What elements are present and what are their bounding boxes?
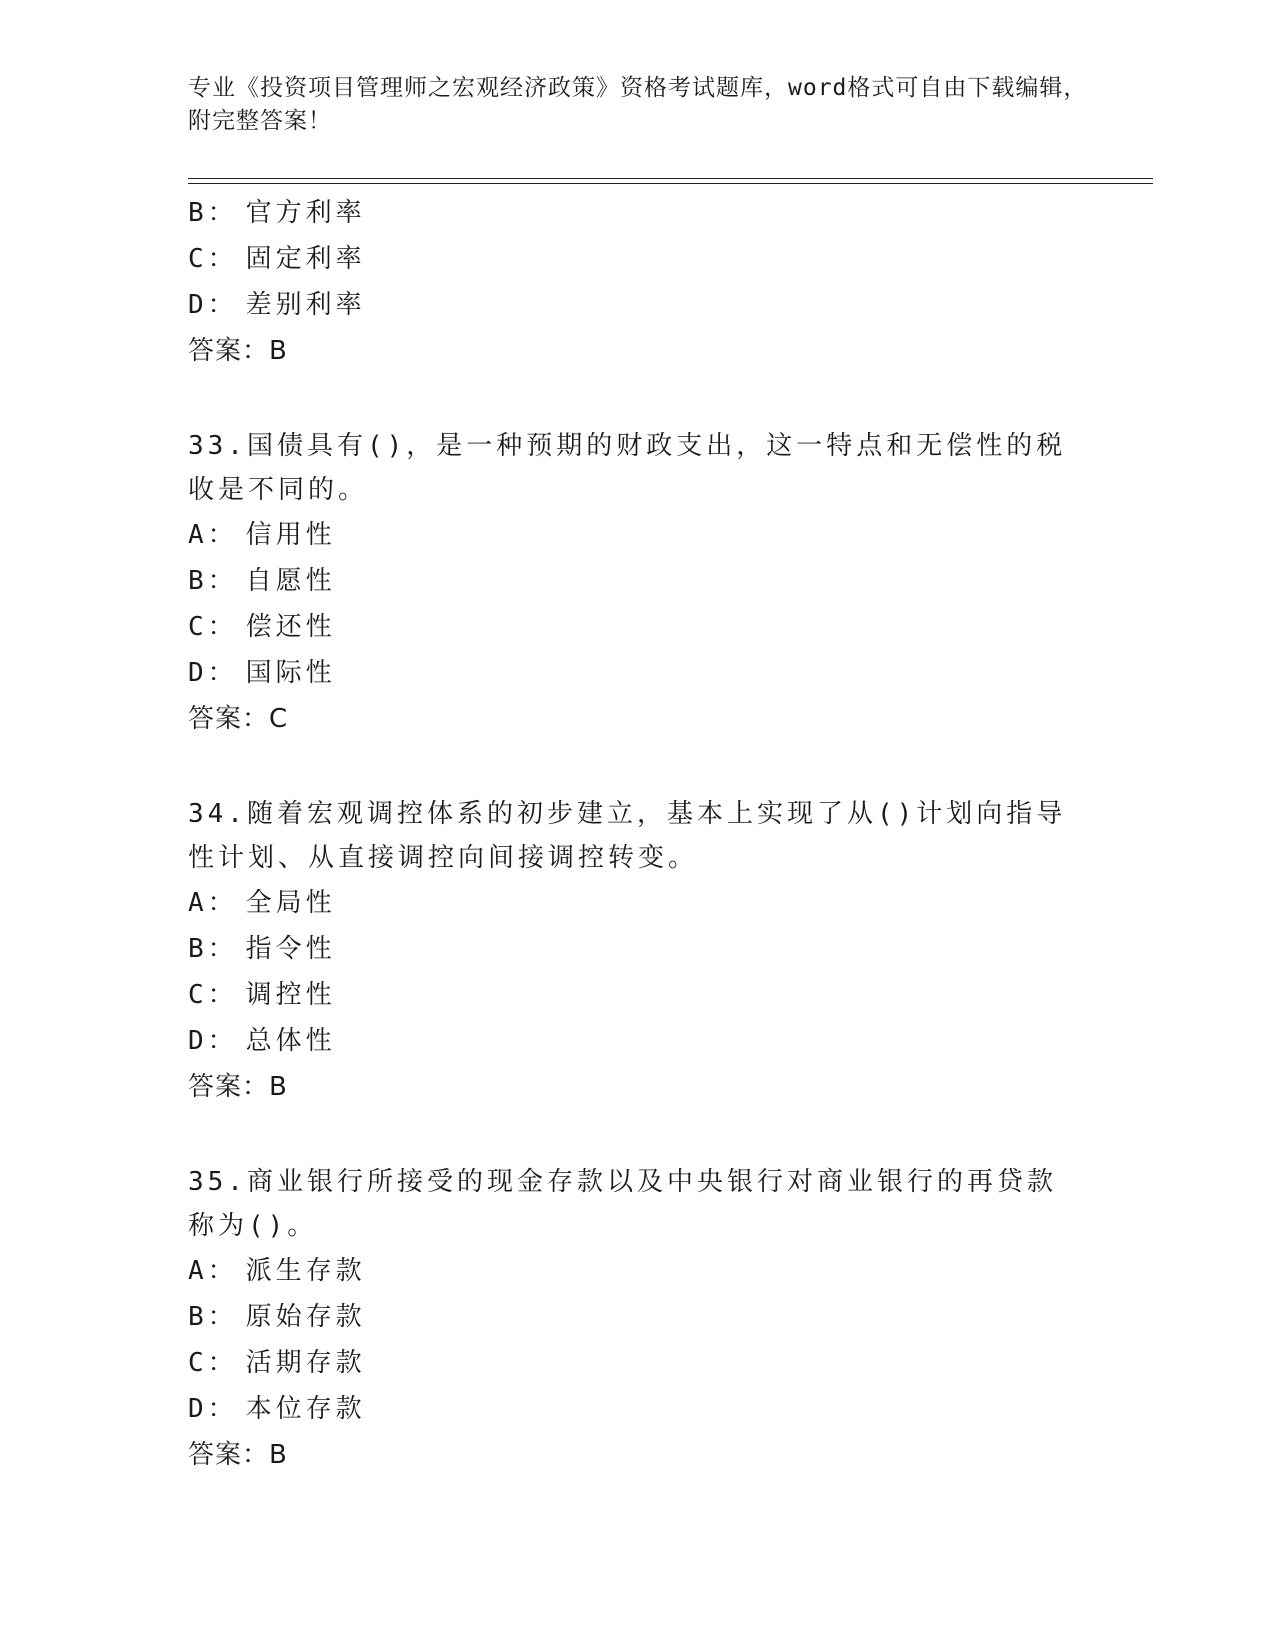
header-divider-top — [188, 178, 1153, 179]
option-d: D： 差别利率 — [188, 290, 366, 320]
answer-line: 答案：B — [188, 1072, 288, 1102]
option-a: A： 派生存款 — [188, 1256, 366, 1286]
option-d: D： 国际性 — [188, 658, 336, 688]
option-b: B： 原始存款 — [188, 1302, 366, 1332]
option-c: C： 活期存款 — [188, 1348, 366, 1378]
header-divider-bottom — [188, 183, 1153, 184]
question-stem: 34.随着宏观调控体系的初步建立，基本上实现了从()计划向指导性计划、从直接调控向间接调控转变。 — [188, 799, 1067, 873]
question-continued — [188, 190, 1088, 374]
question-stem: 35.商业银行所接受的现金存款以及中央银行对商业银行的再贷款称为()。 — [188, 1167, 1057, 1241]
option-d: D： 总体性 — [188, 1026, 336, 1056]
option-c: C： 偿还性 — [188, 612, 336, 642]
option-b: B： 自愿性 — [188, 566, 336, 596]
answer-line: 答案：B — [188, 336, 288, 366]
question-35 — [188, 1160, 1088, 1478]
option-c: C： 调控性 — [188, 980, 336, 1010]
answer-line: 答案：B — [188, 1440, 288, 1470]
option-d: D： 本位存款 — [188, 1394, 366, 1424]
question-stem: 33.国债具有()，是一种预期的财政支出，这一特点和无偿性的税收是不同的。 — [188, 431, 1067, 505]
option-b: B： 官方利率 — [188, 198, 366, 228]
option-c: C： 固定利率 — [188, 244, 366, 274]
answer-line: 答案：C — [188, 704, 289, 734]
question-list — [188, 190, 1088, 1478]
question-33 — [188, 424, 1088, 742]
document-header: 专业《投资项目管理师之宏观经济政策》资格考试题库，word格式可自由下载编辑，附完整答案！ — [188, 75, 1088, 134]
question-34 — [188, 792, 1088, 1110]
option-a: A： 信用性 — [188, 520, 336, 550]
option-b: B： 指令性 — [188, 934, 336, 964]
option-a: A： 全局性 — [188, 888, 336, 918]
